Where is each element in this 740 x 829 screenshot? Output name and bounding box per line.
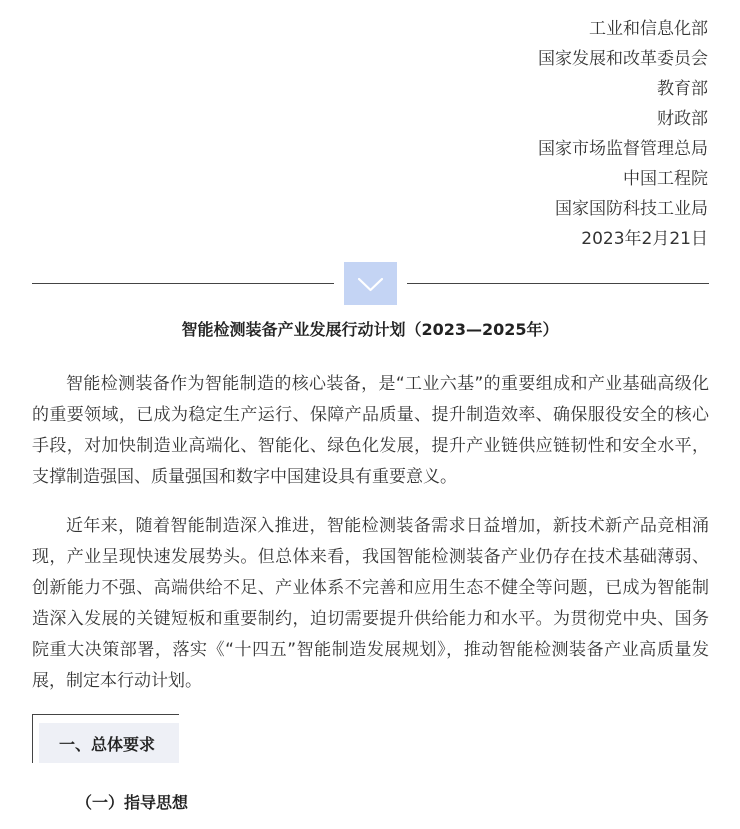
- section-divider: [32, 262, 709, 306]
- intro-paragraph-1: 智能检测装备作为智能制造的核心装备，是“工业六基”的重要组成和产业基础高级化的重要领域，已成为稳定生产运行、保障产品质量、提升制造效率、确保服役安全的核心手段，对加快制造业高端化、智能化、绿色化发展，提升产业链供应链韧性和安全水平，支撑制造强国、质量强国和数字中国建设具有重要意义。: [32, 374, 709, 487]
- issuing-authorities: [538, 14, 708, 254]
- issuer-samr: 国家市场监督管理总局: [538, 139, 708, 159]
- intro-paragraph-2: 近年来，随着智能制造深入推进，智能检测装备需求日益增加，新技术新产品竞相涌现，产业呈现快速发展势头。但总体来看，我国智能检测装备产业仍存在技术基础薄弱、创新能力不强、高端供给不足、产业体系不完善和应用生态不健全等问题，已成为智能制造深入发展的关键短板和重要制约，迫切需要提升供给能力和水平。为贯彻党中央、国务院重大决策部署，落实《“十四五”智能制造发展规划》，推动智能检测装备产业高质量发展，制定本行动计划。: [32, 516, 709, 691]
- issuer-mof: 财政部: [657, 109, 708, 129]
- divider-rule-right: [407, 283, 709, 284]
- issuer-sastind: 国家国防科技工业局: [555, 199, 708, 219]
- issue-date: 2023年2月21日: [581, 229, 708, 249]
- issuer-miit: 工业和信息化部: [589, 19, 708, 39]
- chevron-down-icon: [358, 278, 383, 292]
- divider-badge: [344, 262, 397, 305]
- issuer-ndrc: 国家发展和改革委员会: [538, 49, 708, 69]
- issuer-moe: 教育部: [657, 79, 708, 99]
- section-heading: 一、总体要求: [59, 735, 156, 754]
- divider-rule-left: [32, 283, 334, 284]
- subsection-heading: （一）指导思想: [76, 793, 189, 812]
- document-title: 智能检测装备产业发展行动计划（2023—2025年）: [181, 320, 559, 339]
- section-heading-box: [32, 714, 179, 763]
- issuer-cae: 中国工程院: [623, 169, 708, 189]
